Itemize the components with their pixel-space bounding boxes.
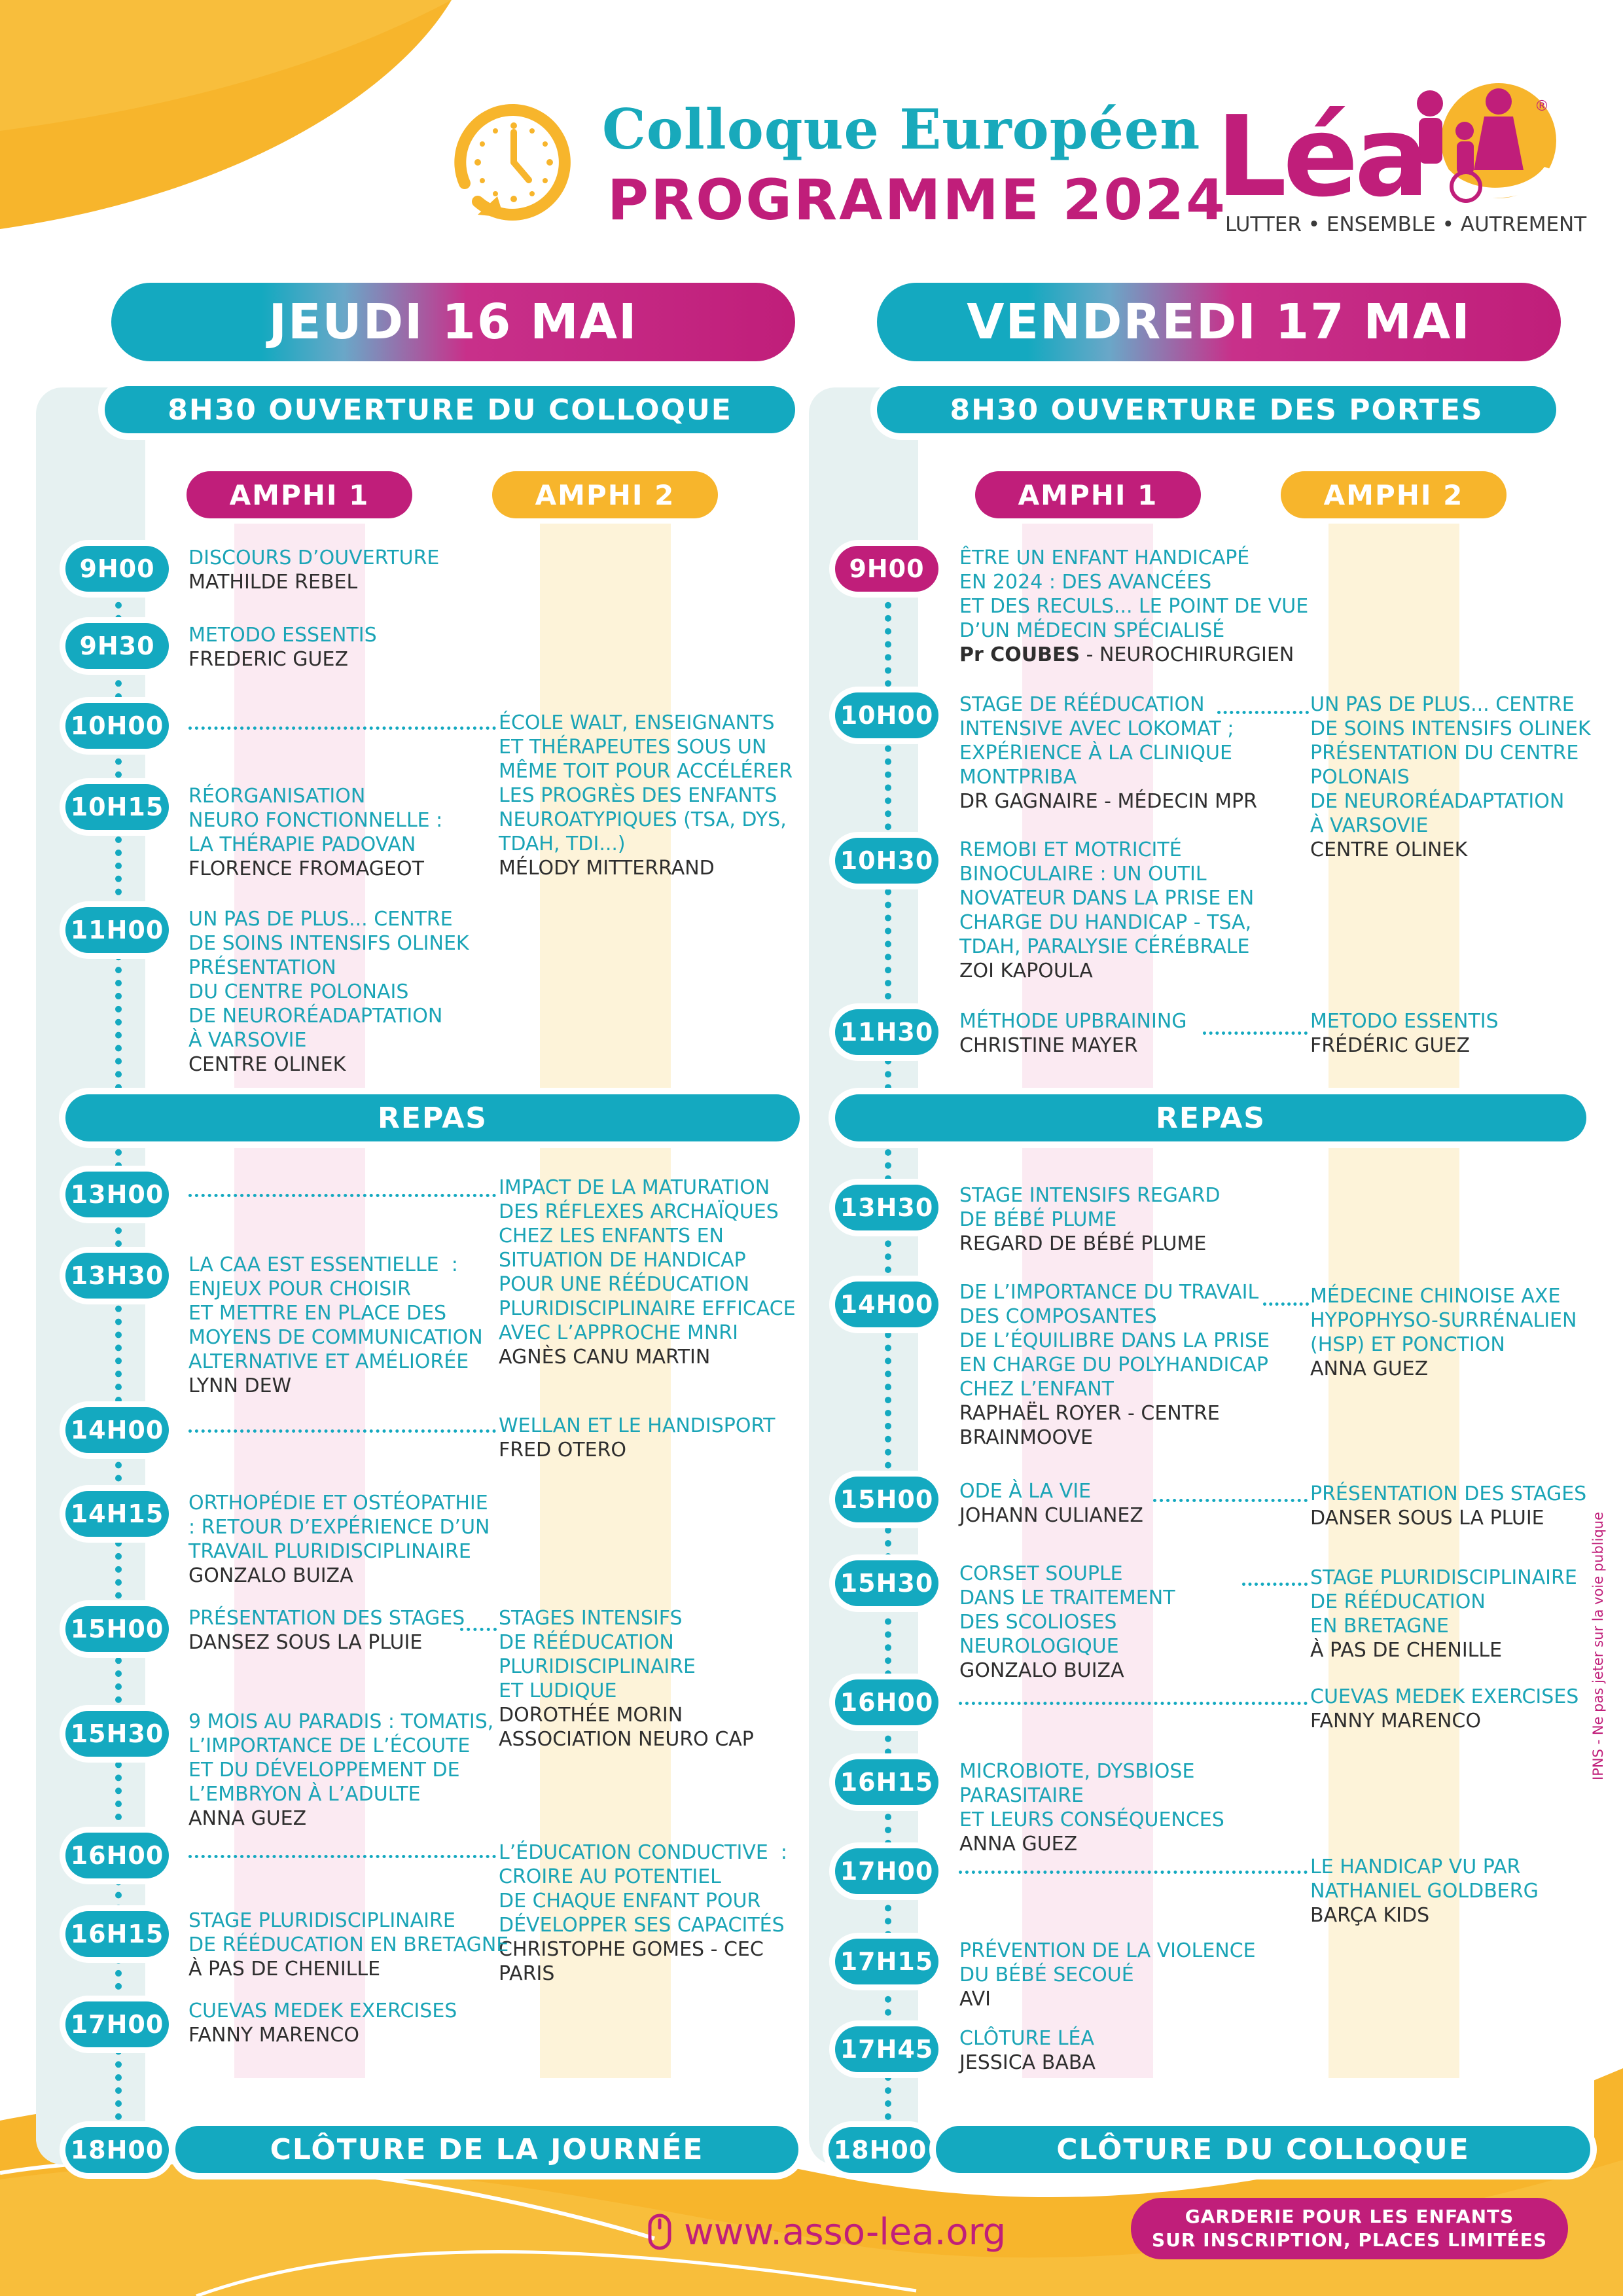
event: CLÔTURE LÉA JESSICA BABA xyxy=(959,2027,1096,2074)
event: MÉDECINE CHINOISE AXE HYPOPHYSO-SURRÉNALIEN (HSP) ET PONCTION ANNA GUEZ xyxy=(1310,1285,1577,1380)
connector-dots xyxy=(959,1702,1308,1705)
time-slot: 17H00 xyxy=(65,2001,169,2047)
event: ÊTRE UN ENFANT HANDICAPÉ EN 2024 : DES AVANCÉES ET DES RECULS... LE POINT DE VUE D’UN MÉDECIN SPÉCIALISÉ Pr COUBES - NEUROCHIRURGIEN xyxy=(959,547,1309,666)
event: PRÉVENTION DE LA VIOLENCE DU BÉBÉ SECOUÉ AVI xyxy=(959,1939,1256,2011)
connector-dots xyxy=(1153,1499,1308,1502)
event: L’ÉDUCATION CONDUCTIVE : CROIRE AU POTENTIEL DE CHAQUE ENFANT POUR DÉVELOPPER SES CAPACITÉS CHRISTOPHE GOMES - CEC PARIS xyxy=(499,1841,788,1985)
friday-amphi1-label: AMPHI 1 xyxy=(975,471,1201,518)
event: STAGE PLURIDISCIPLINAIRE DE RÉÉDUCATION EN BRETAGNE À PAS DE CHENILLE xyxy=(1310,1566,1577,1662)
friday-closing-bar: CLÔTURE DU COLLOQUE xyxy=(936,2126,1590,2173)
garderie-line-2: SUR INSCRIPTION, PLACES LIMITÉES xyxy=(1151,2229,1548,2251)
connector-dots xyxy=(1263,1302,1309,1306)
event: STAGE PLURIDISCIPLINAIRE DE RÉÉDUCATION EN BRETAGNE À PAS DE CHENILLE xyxy=(188,1909,509,1981)
event: LE HANDICAP VU PAR NATHANIEL GOLDBERG BARÇA KIDS xyxy=(1310,1856,1539,1927)
garderie-line-1: GARDERIE POUR LES ENFANTS xyxy=(1185,2206,1514,2227)
time-slot: 13H00 xyxy=(65,1172,169,1217)
event: RÉORGANISATION NEURO FONCTIONNELLE : LA THÉRAPIE PADOVAN FLORENCE FROMAGEOT xyxy=(188,785,443,880)
connector-dots xyxy=(959,1871,1308,1874)
connector-dots xyxy=(188,1194,496,1197)
thursday-opening-bar: 8H30 OUVERTURE DU COLLOQUE xyxy=(105,386,795,433)
event: STAGES INTENSIFS DE RÉÉDUCATION PLURIDISCIPLINAIRE ET LUDIQUE DOROTHÉE MORIN ASSOCIATION NEURO CAP xyxy=(499,1607,754,1751)
event: DE L’IMPORTANCE DU TRAVAIL DES COMPOSANTES DE L’ÉQUILIBRE DANS LA PRISE EN CHARGE DU POLYHANDICAP CHEZ L’ENFANT RAPHAËL ROYER - CENTRE BRAINMOOVE xyxy=(959,1281,1270,1449)
event: STAGE INTENSIFS REGARD DE BÉBÉ PLUME REGARD DE BÉBÉ PLUME xyxy=(959,1184,1221,1255)
garderie-badge xyxy=(1131,2198,1568,2259)
thursday-lunch-bar: REPAS xyxy=(65,1094,800,1141)
time-slot: 14H00 xyxy=(835,1282,938,1327)
thursday-amphi1-label: AMPHI 1 xyxy=(187,471,412,518)
thursday-closing-bar: CLÔTURE DE LA JOURNÉE xyxy=(175,2126,798,2173)
time-slot: 10H30 xyxy=(835,838,938,884)
event: ORTHOPÉDIE ET OSTÉOPATHIE : RETOUR D’EXPÉRIENCE D’UN TRAVAIL PLURIDISCIPLINAIRE GONZALO BUIZA xyxy=(188,1492,490,1587)
time-slot: 9H00 xyxy=(65,546,169,592)
event: UN PAS DE PLUS... CENTRE DE SOINS INTENSIFS OLINEK PRÉSENTATION DU CENTRE POLONAIS DE NEURORÉADAPTATION À VARSOVIE CENTRE OLINEK xyxy=(1310,693,1591,861)
time-slot: 11H00 xyxy=(65,907,169,953)
time-slot: 9H00 xyxy=(835,546,938,592)
mouse-icon xyxy=(648,2214,671,2250)
thursday-amphi2-label: AMPHI 2 xyxy=(492,471,718,518)
event: ODE À LA VIE JOHANN CULIANEZ xyxy=(959,1480,1143,1527)
connector-dots xyxy=(188,1855,496,1858)
logo-tagline: LUTTER • ENSEMBLE • AUTREMENT xyxy=(1225,213,1587,236)
friday-opening-bar: 8H30 OUVERTURE DES PORTES xyxy=(877,386,1556,433)
time-slot: 15H00 xyxy=(835,1477,938,1522)
clock-icon xyxy=(452,98,576,236)
time-slot: 14H15 xyxy=(65,1491,169,1537)
friday-lunch-bar: REPAS xyxy=(835,1094,1586,1141)
time-slot: 17H00 xyxy=(835,1848,938,1894)
ipns-note: IPNS - Ne pas jeter sur la voie publique xyxy=(1590,1511,1606,1780)
connector-dots xyxy=(460,1628,497,1631)
friday-timeline-dots xyxy=(885,576,891,2134)
time-slot: 16H15 xyxy=(835,1759,938,1805)
day-header-friday: VENDREDI 17 MAI xyxy=(877,283,1561,361)
time-slot: 10H00 xyxy=(65,703,169,749)
colloquium-title: Colloque Européen xyxy=(602,97,1201,162)
time-slot: 13H30 xyxy=(835,1185,938,1230)
connector-dots xyxy=(1203,1031,1308,1035)
event: CORSET SOUPLE DANS LE TRAITEMENT DES SCOLIOSES NEUROLOGIQUE GONZALO BUIZA xyxy=(959,1562,1175,1682)
event: STAGE DE RÉÉDUCATION INTENSIVE AVEC LOKOMAT ; EXPÉRIENCE À LA CLINIQUE MONTPRIBA DR GAGNAIRE - MÉDECIN MPR xyxy=(959,693,1257,813)
event: PRÉSENTATION DES STAGES DANSEZ SOUS LA PLUIE xyxy=(188,1607,465,1654)
thursday-close-time: 18H00 xyxy=(65,2127,169,2173)
time-slot: 15H30 xyxy=(65,1711,169,1757)
time-slot: 15H30 xyxy=(835,1560,938,1606)
connector-dots xyxy=(1242,1583,1308,1586)
event: METODO ESSENTIS FRÉDÉRIC GUEZ xyxy=(1310,1010,1499,1057)
friday-timeline-rail xyxy=(809,387,918,2164)
day-header-thursday: JEUDI 16 MAI xyxy=(111,283,795,361)
time-slot: 17H45 xyxy=(835,2026,938,2072)
time-slot: 17H15 xyxy=(835,1939,938,1984)
time-slot: 15H00 xyxy=(65,1606,169,1652)
time-slot: 16H00 xyxy=(65,1833,169,1878)
event: ÉCOLE WALT, ENSEIGNANTS ET THÉRAPEUTES SOUS UN MÊME TOIT POUR ACCÉLÉRER LES PROGRÈS DES ENFANTS NEUROATYPIQUES (TSA, DYS, TDAH, TDI...) MÉLODY MITTERRAND xyxy=(499,711,793,880)
event: METODO ESSENTIS FREDERIC GUEZ xyxy=(188,624,377,671)
event: WELLAN ET LE HANDISPORT FRED OTERO xyxy=(499,1414,776,1462)
programme-title: PROGRAMME 2024 xyxy=(607,168,1227,233)
time-slot: 11H30 xyxy=(835,1009,938,1055)
event: DISCOURS D’OUVERTURE MATHILDE REBEL xyxy=(188,547,440,594)
time-slot: 9H30 xyxy=(65,623,169,669)
friday-close-time: 18H00 xyxy=(829,2127,932,2173)
time-slot: 10H00 xyxy=(835,692,938,738)
event: MICROBIOTE, DYSBIOSE PARASITAIRE ET LEURS CONSÉQUENCES ANNA GUEZ xyxy=(959,1760,1224,1856)
time-slot: 16H00 xyxy=(835,1679,938,1725)
event: CUEVAS MEDEK EXERCISES FANNY MARENCO xyxy=(188,2000,457,2047)
lea-logo: Léa xyxy=(1216,92,1426,222)
event: REMOBI ET MOTRICITÉ BINOCULAIRE : UN OUTIL NOVATEUR DANS LA PRISE EN CHARGE DU HANDICAP - TSA, TDAH, PARALYSIE CÉRÉBRALE ZOI KAPOULA xyxy=(959,838,1255,982)
event: IMPACT DE LA MATURATION DES RÉFLEXES ARCHAÏQUES CHEZ LES ENFANTS EN SITUATION DE HANDICAP POUR UNE RÉÉDUCATION PLURIDISCIPLINAIRE EFFICACE AVEC L’APPROCHE MNRI AGNÈS CANU MARTIN xyxy=(499,1176,796,1369)
friday-amphi2-label: AMPHI 2 xyxy=(1281,471,1507,518)
connector-dots xyxy=(188,1429,496,1433)
connector-dots xyxy=(188,726,496,730)
event: PRÉSENTATION DES STAGES DANSER SOUS LA PLUIE xyxy=(1310,1482,1587,1530)
website-link[interactable]: www.asso-lea.org xyxy=(684,2211,1007,2253)
event: MÉTHODE UPBRAINING CHRISTINE MAYER xyxy=(959,1010,1187,1057)
registered-mark: ® xyxy=(1535,98,1549,115)
event: LA CAA EST ESSENTIELLE : ENJEUX POUR CHOISIR ET METTRE EN PLACE DES MOYENS DE COMMUNICATION ALTERNATIVE ET AMÉLIORÉE LYNN DEW xyxy=(188,1253,483,1397)
time-slot: 13H30 xyxy=(65,1253,169,1299)
time-slot: 14H00 xyxy=(65,1407,169,1453)
event: UN PAS DE PLUS... CENTRE DE SOINS INTENSIFS OLINEK PRÉSENTATION DU CENTRE POLONAIS DE NEURORÉADAPTATION À VARSOVIE CENTRE OLINEK xyxy=(188,908,469,1076)
time-slot: 16H15 xyxy=(65,1911,169,1957)
event: CUEVAS MEDEK EXERCISES FANNY MARENCO xyxy=(1310,1685,1579,1732)
time-slot: 10H15 xyxy=(65,784,169,830)
event: 9 MOIS AU PARADIS : TOMATIS, L’IMPORTANCE DE L’ÉCOUTE ET DU DÉVELOPPEMENT DE L’EMBRYON À L’ADULTE ANNA GUEZ xyxy=(188,1710,494,1830)
